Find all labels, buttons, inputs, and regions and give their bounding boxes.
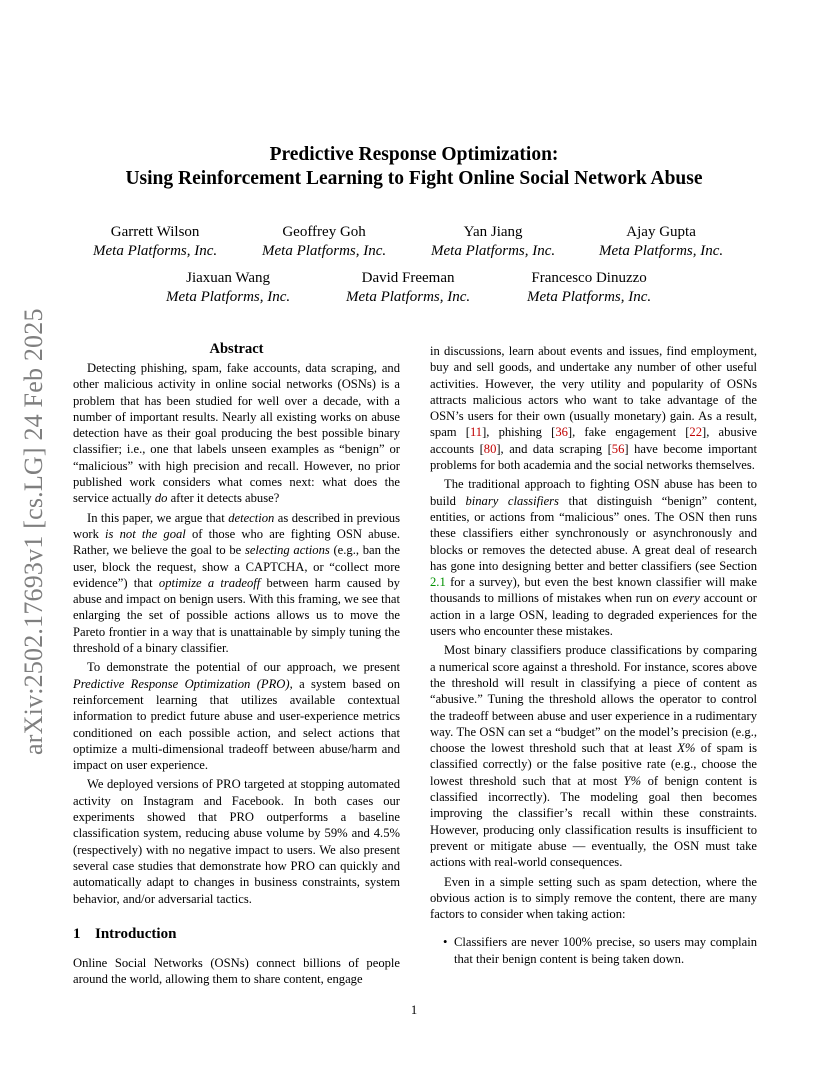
- citation-link[interactable]: 22: [689, 425, 703, 440]
- author-name: Francesco Dinuzzo: [531, 270, 647, 286]
- intro-paragraph-3: Most binary classifiers produce classifications by comparing a numerical score against a threshold. For instance, scores above the threshold will result in classifying a piece of content as “abusive.” Tuning the threshold allows the operator to control the tradeoff between abuse and user experience in a rudimentary way. The OSN can set a “budget” on the model’s precision (e.g., choose the lowest threshold such that at least X% of spam is classified correctly) or the false positive rate (e.g., choose the lowest threshold such that at most Y% of benign content is classified incorrectly). The modeling goal then becomes improving the classifier’s recall within these constraints. However, producing only classification results is insufficient to prevent or mitigate abuse — eventually, the OSN must take actions with real-world consequences.: [430, 643, 757, 870]
- citation-link[interactable]: 11: [469, 425, 483, 440]
- abstract-paragraph-1: Detecting phishing, spam, fake accounts, data scraping, and other malicious activity in online social networks (OSNs) is a problem that has been studied for well over a decade, with a number of important results. Nearly all existing works on abuse detection have as their goal producing the best possible binary classifier; i.e., one that labels unseen examples as “benign” or “malicious” with high precision and recall. However, no prior published work considers what comes next: what does the service actually do after it detects abuse?: [73, 361, 400, 506]
- citation-link[interactable]: 80: [483, 441, 497, 456]
- author-name: Jiaxuan Wang: [186, 270, 271, 286]
- author-name: Geoffrey Goh: [282, 224, 366, 240]
- author-affiliation: Meta Platforms, Inc.: [527, 289, 652, 305]
- author-block: [262, 223, 386, 261]
- author-affiliation: Meta Platforms, Inc.: [166, 289, 291, 305]
- author-affiliation: Meta Platforms, Inc.: [93, 243, 218, 259]
- author-block: [346, 269, 470, 307]
- author-affiliation: Meta Platforms, Inc.: [431, 243, 556, 259]
- abstract-paragraph-4: We deployed versions of PRO targeted at stopping automated activity on Instagram and Facebook. In both cases our experiments showed that PRO outperforms a baseline classification system, reducing abuse volume by 59% and 4.5% (respectively) with no negative impact to users. We also present several case studies that demonstrate how PRO can quickly and automatically adapt to changes in business constraints, system behavior, and/or adversarial tactics.: [73, 777, 400, 906]
- abstract-paragraph-3: To demonstrate the potential of our approach, we present Predictive Response Optimization (PRO), a system based on reinforcement learning that utilizes available contextual information to predict future abuse and user-experience metrics conditioned on each possible action, and select actions that optimize a multi-dimensional tradeoff between abuse/harm and impact on user experience.: [73, 660, 401, 773]
- author-name: David Freeman: [361, 270, 455, 286]
- abstract-paragraph-2: In this paper, we argue that detection as described in previous work is not the goal of those who are fighting OSN abuse. Rather, we believe the goal to be selecting actions (e.g., ban the user, block the request, show a CAPTCHA, or “collect more evidence”) that optimize a tradeoff between harm caused by abuse and impact on benign users. With this framing, we see that enlarging the set of possible actions allows us to move the Pareto frontier in a way that is unattainable by simply tuning the threshold of a binary classifier.: [73, 510, 400, 656]
- page-number: 1: [410, 1003, 418, 1017]
- author-block: [527, 269, 651, 307]
- author-affiliation: Meta Platforms, Inc.: [346, 289, 471, 305]
- author-affiliation: Meta Platforms, Inc.: [599, 243, 724, 259]
- citation-link[interactable]: 56: [611, 441, 625, 456]
- intro-paragraph-2: The traditional approach to fighting OSN abuse has been to build binary classifiers that distinguish “benign” content, entities, or actions from “malicious” ones. The OSN then runs these classifiers either synchronously or asynchronously and blocks or removes the detected abuse. A great deal of research has gone into designing better and better classifiers (see Section 2.1 for a survey), but even the best known classifier will make thousands to millions of mistakes when run on every account or action in a large OSN, leading to degraded experiences for the users who encounter these mistakes.: [430, 477, 758, 639]
- arxiv-stamp: arXiv:2502.17693v1 [cs.LG] 24 Feb 2025: [19, 308, 48, 755]
- author-block: [166, 269, 290, 307]
- author-block: [93, 223, 217, 261]
- intro-paragraph-1-cont: in discussions, learn about events and issues, find employment, buy and sell goods, and undertake any number of other useful activities. However, the very utility and popularity of OSNs attracts malicious actors who want to take advantage of the OSN’s users for their own (usually monetary) gain. As a result, spam [11], phishing [36], fake engagement [22], abusive accounts [80], and data scraping [56] have become important problems for both academia and the social networks themselves.: [430, 344, 757, 473]
- author-name: Ajay Gupta: [626, 224, 696, 240]
- bullet-item: • Classifiers are never 100% precise, so users may complain that their benign content is being taken down.: [454, 934, 757, 967]
- right-column: [430, 343, 757, 967]
- section-heading-introduction: 1 Introduction: [73, 925, 177, 942]
- author-block: [431, 223, 555, 261]
- author-name: Yan Jiang: [463, 224, 523, 240]
- paper-title: [0, 143, 828, 191]
- intro-paragraph-1-start: Online Social Networks (OSNs) connect billions of people around the world, allowing them to share content, engage: [73, 955, 400, 987]
- left-column: [73, 341, 400, 990]
- title-line-1: Predictive Response Optimization:: [269, 144, 559, 165]
- author-block: [599, 223, 723, 261]
- author-affiliation: Meta Platforms, Inc.: [262, 243, 387, 259]
- intro-paragraph-4: Even in a simple setting such as spam detection, where the obvious action is to simply remove the content, there are many factors to consider when taking action:: [430, 874, 757, 922]
- section-ref-link[interactable]: 2.1: [430, 575, 446, 590]
- citation-link[interactable]: 36: [555, 425, 568, 440]
- author-name: Garrett Wilson: [110, 224, 200, 240]
- bullet-list: [430, 934, 757, 967]
- abstract-heading: Abstract: [209, 341, 264, 357]
- title-line-2: Using Reinforcement Learning to Fight Online Social Network Abuse: [125, 168, 703, 189]
